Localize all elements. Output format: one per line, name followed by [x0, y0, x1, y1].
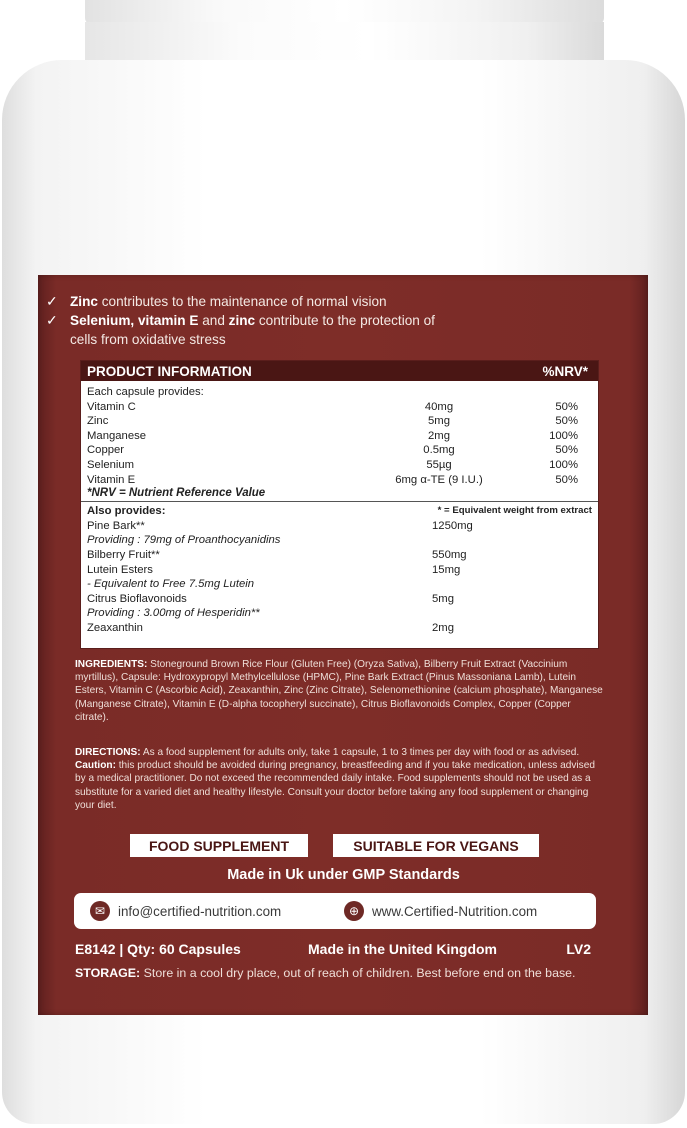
benefit-text: contribute to the protection of: [255, 313, 435, 328]
also-provides-header: [87, 504, 592, 519]
extract-row: [87, 563, 592, 578]
nutrient-row: [87, 443, 592, 458]
extract-note: Providing : 3.00mg of Hesperidin**: [87, 607, 260, 620]
nrv-column-header: %NRV*: [542, 363, 588, 379]
nutrient-name: Selenium: [87, 458, 135, 471]
bottle-cap: [85, 0, 604, 24]
nutrient-name: Manganese: [87, 429, 147, 442]
extract-amount: 15mg: [432, 563, 461, 576]
also-provides-title: Also provides:: [87, 505, 166, 518]
extract-row: [87, 621, 592, 636]
nutrient-amount: 40mg: [424, 400, 454, 413]
check-icon: ✓: [46, 293, 58, 309]
extract-name: Zeaxanthin: [87, 621, 143, 634]
food-supplement-badge: FOOD SUPPLEMENT: [130, 834, 308, 857]
nutrient-amount: 2mg: [428, 429, 450, 442]
nutrient-nrv: 50%: [555, 400, 578, 413]
benefit-nutrient: Selenium, vitamin E: [70, 313, 199, 328]
directions-body: As a food supplement for adults only, take 1 capsule, 1 to 3 times per day with food or as advised.: [140, 747, 580, 758]
benefit-claims: [44, 292, 604, 349]
nutrient-row: [87, 414, 592, 429]
product-information-table: [80, 360, 599, 649]
benefit-nutrient: zinc: [228, 313, 256, 328]
ingredients-text: [75, 658, 605, 724]
nutrient-row: [87, 458, 592, 473]
extract-name: Bilberry Fruit**: [87, 548, 160, 561]
storage-label: STORAGE:: [75, 966, 141, 980]
version-code: LV2: [566, 941, 591, 957]
storage-text: [75, 965, 605, 981]
nutrient-nrv: 50%: [555, 415, 578, 428]
storage-body: Store in a cool dry place, out of reach of children. Best before end on the base.: [140, 966, 576, 980]
extract-row: [87, 519, 592, 534]
benefit-item: [44, 311, 604, 349]
equivalent-note: * = Equivalent weight from extract: [437, 505, 592, 517]
vegan-badge: SUITABLE FOR VEGANS: [333, 834, 539, 857]
check-icon: ✓: [46, 312, 58, 328]
table-title: PRODUCT INFORMATION: [87, 363, 252, 379]
country-of-origin: Made in the United Kingdom: [308, 941, 497, 957]
benefit-nutrient: Zinc: [70, 294, 98, 309]
extract-amount: 2mg: [432, 621, 454, 634]
gmp-statement: Made in Uk under GMP Standards: [227, 867, 460, 883]
ingredients-body: Stoneground Brown Rice Flour (Gluten Free) (Oryza Sativa), Bilberry Fruit Extract (Vaccinium myrtillus), Capsule: Hydroxypropyl Methylcellulose (HPMC), Pine Bark Extract (Pinus Massoniana Lamb), Lutein Esters, Vitamin C (Ascorbic Acid), Zeaxanthin, Zinc (Zinc Citrate), Selenomethionine (calcium phosphate), Manganese (Manganese Citrate), Vitamin E (D-alpha tocopheryl succinate), Citrus Bioflavonoids Complex, Copper (Copper citrate).: [75, 659, 603, 723]
nutrient-amount: 6mg α-TE (9 I.U.): [395, 473, 483, 486]
website-url: www.Certified-Nutrition.com: [372, 903, 538, 919]
nutrient-amount: 5mg: [428, 415, 450, 428]
nutrient-amount: 55µg: [426, 458, 452, 471]
nutrient-row: [87, 400, 592, 415]
nutrient-nrv: 100%: [549, 458, 578, 471]
nutrient-name: Vitamin E: [87, 473, 136, 486]
nutrient-name: Vitamin C: [87, 400, 136, 413]
nutrient-nrv: 100%: [549, 429, 578, 442]
ingredients-label: INGREDIENTS:: [75, 659, 148, 670]
benefit-text: and: [198, 313, 229, 328]
email-address: info@certified-nutrition.com: [118, 903, 282, 919]
table-header: [81, 361, 598, 381]
caution-label: Caution:: [75, 760, 116, 772]
provides-intro: Each capsule provides:: [87, 386, 204, 398]
also-provides-list: [81, 502, 598, 635]
nutrient-amount: 0.5mg: [423, 444, 455, 457]
extract-row: [87, 592, 592, 607]
nutrient-name: Zinc: [87, 415, 109, 428]
nutrient-list: [81, 381, 598, 487]
globe-icon: ⊕: [344, 901, 364, 921]
email-icon: ✉: [90, 901, 110, 921]
extract-name: Citrus Bioflavonoids: [87, 592, 187, 605]
directions-label: DIRECTIONS:: [75, 747, 141, 758]
directions-text: [75, 746, 605, 812]
extract-note: - Equivalent to Free 7.5mg Lutein: [87, 578, 255, 591]
extract-amount: 550mg: [432, 548, 467, 561]
website-contact: [344, 901, 537, 921]
extract-note: Providing : 79mg of Proanthocyanidins: [87, 534, 281, 547]
benefit-text: cells from oxidative stress: [70, 332, 226, 347]
nutrient-row: [87, 473, 592, 488]
benefit-item: [44, 292, 604, 311]
product-code-quantity: E8142 | Qty: 60 Capsules: [75, 941, 241, 957]
nrv-note: *NRV = Nutrient Reference Value: [81, 487, 598, 502]
nutrient-nrv: 50%: [555, 444, 578, 457]
extract-amount: 5mg: [432, 592, 454, 605]
benefit-text: contributes to the maintenance of normal vision: [97, 294, 387, 309]
extract-name: Lutein Esters: [87, 563, 153, 576]
caution-body: this product should be avoided during pregnancy, breastfeeding and if you take medication, unless advised by a medical practitioner. Do not exceed the recommended daily intake. Food supplements should not be used as a substitute for a varied diet and healthy lifestyle. Consult your doctor before taking any food supplement or changing your diet.: [75, 760, 595, 811]
email-contact: [90, 901, 281, 921]
extract-row: [87, 548, 592, 563]
contact-bar: [74, 893, 596, 929]
nutrient-row: [87, 429, 592, 444]
nutrient-nrv: 50%: [555, 473, 578, 486]
extract-name: Pine Bark**: [87, 519, 145, 532]
nutrient-name: Copper: [87, 444, 125, 457]
extract-amount: 1250mg: [432, 519, 473, 532]
